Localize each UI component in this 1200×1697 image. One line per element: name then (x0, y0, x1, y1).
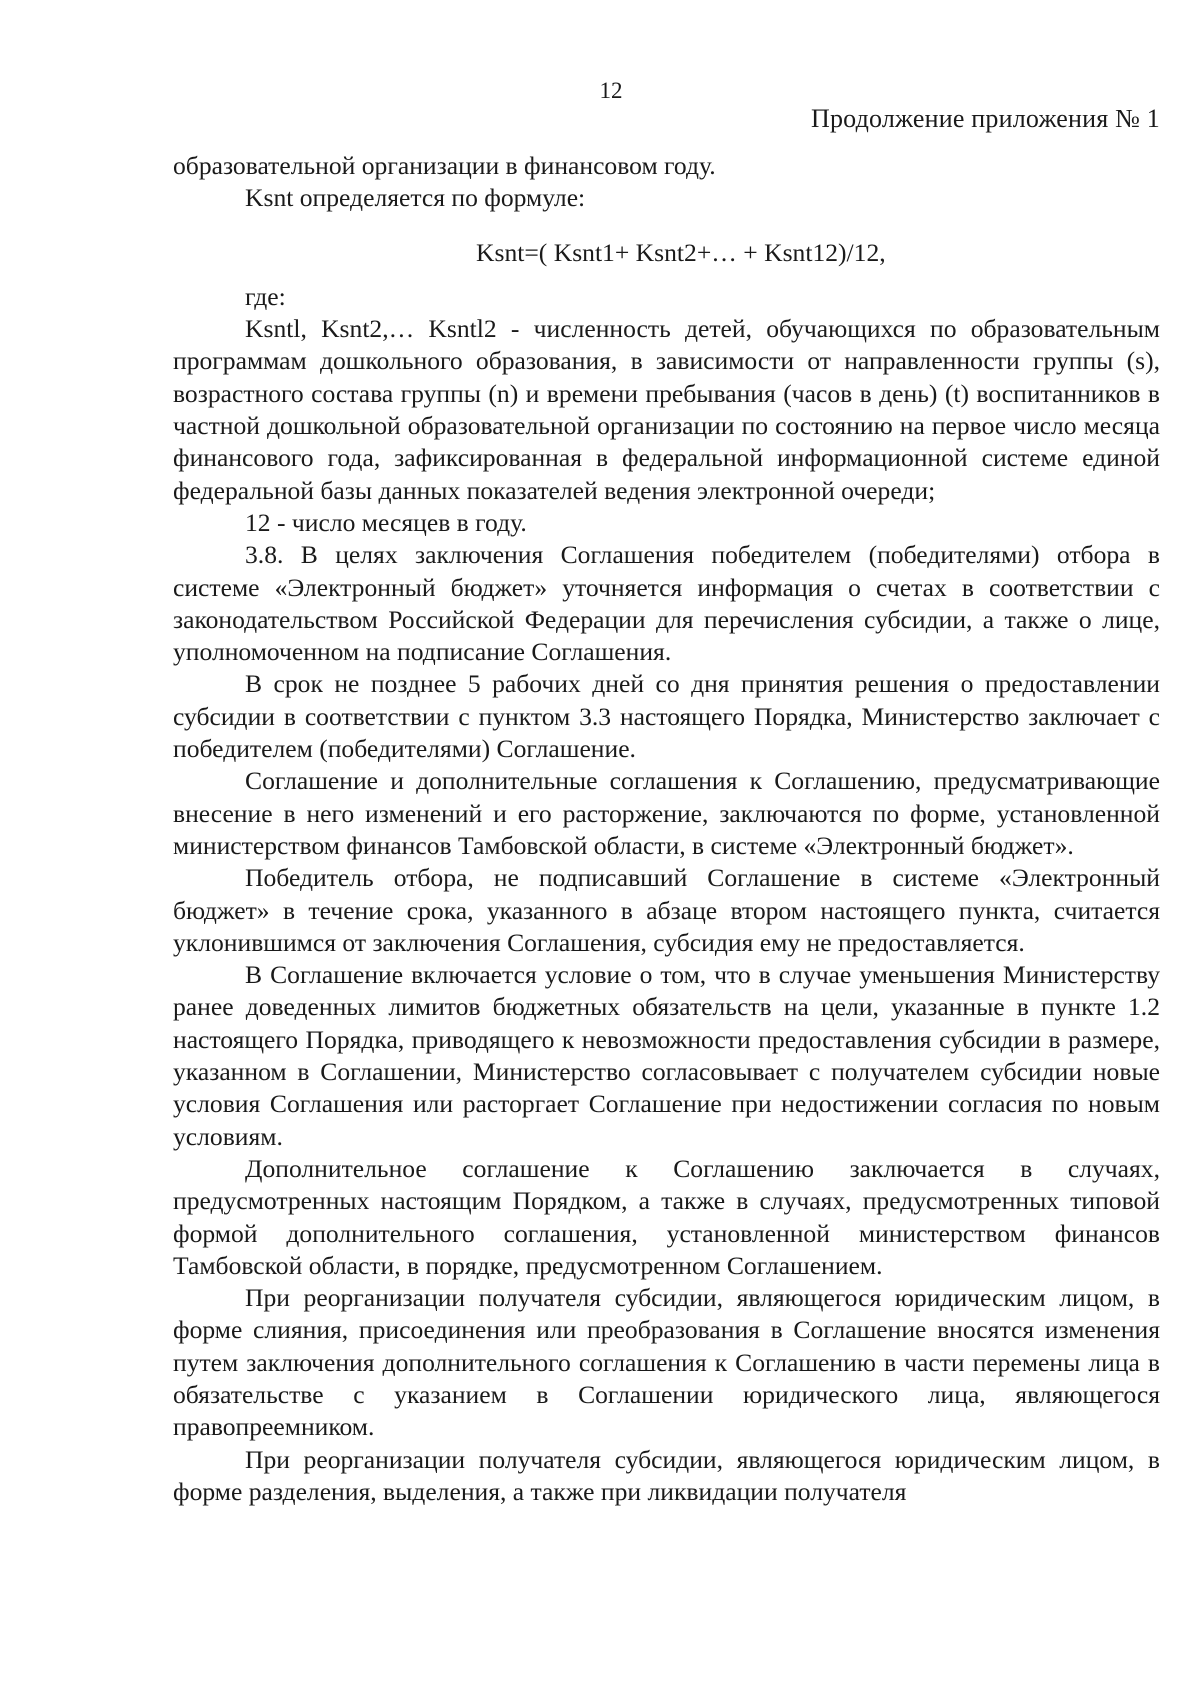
paragraph: При реорганизации получателя субсидии, являющегося юридическим лицом, в форме разделения, выделения, а также при ликвидации получателя (173, 1444, 1160, 1506)
appendix-continuation-note: Продолжение приложения № 1 (810, 104, 1160, 133)
paragraph: Победитель отбора, не подписавший Соглашение в системе «Электронный бюджет» в течение срока, указанного в абзаце втором настоящего пункта, считается уклонившимся от заключения Соглашения, субсидия ему не предоставляется. (173, 863, 1160, 957)
document-body (173, 150, 1160, 1508)
paragraph: Соглашение и дополнительные соглашения к Соглашению, предусматривающие внесение в него изменений и его расторжение, заключаются по форме, установленной министерством финансов Тамбовской области, в системе «Электронный бюджет». (173, 766, 1160, 860)
paragraph: 12 - число месяцев в году. (245, 507, 527, 537)
paragraph: Дополнительное соглашение к Соглашению заключается в случаях, предусмотренных настоящим Порядком, а также в случаях, предусмотренных типовой формой дополнительного соглашения, установленной министерством финансов Тамбовской области, в порядке, предусмотренном Соглашением. (173, 1153, 1160, 1280)
formula: Ksnt=( Ksnt1+ Ksnt2+… + Ksnt12)/12, (476, 237, 886, 267)
paragraph: 3.8. В целях заключения Соглашения победителем (победителями) отбора в системе «Электронный бюджет» уточняется информация о счетах в соответствии с законодательством Российской Федерации для перечисления субсидии, а также о лице, уполномоченном на подписание Соглашения. (173, 540, 1160, 667)
paragraph: образовательной организации в финансовом году. (173, 151, 716, 180)
paragraph: При реорганизации получателя субсидии, являющегося юридическим лицом, в форме слияния, присоединения или преобразования в Соглашение вносятся изменения путем заключения дополнительного соглашения к Соглашению в части перемены лица в обязательстве с указанием в Соглашении юридического лица, являющегося правопреемником. (173, 1283, 1160, 1442)
paragraph: Ksnt определяется по формуле: (245, 183, 586, 213)
paragraph: В срок не позднее 5 рабочих дней со дня принятия решения о предоставлении субсидии в соответствии с пунктом 3.3 настоящего Порядка, Министерство заключает с победителем (победителями) Соглашение. (173, 669, 1160, 764)
paragraph: где: (245, 281, 286, 311)
page-number: 12 (599, 78, 623, 103)
paragraph: В Соглашение включается условие о том, что в случае уменьшения Министерству ранее доведенных лимитов бюджетных обязательств на цели, указанные в пункте 1.2 настоящего Порядка, приводящего к невозможности предоставления субсидии в размере, указанном в Соглашении, Министерство согласовывает с получателем субсидии новые условия Соглашения или расторгает Соглашение при недостижении согласия по новым условиям. (173, 960, 1160, 1151)
paragraph: Ksntl, Ksnt2,… Ksntl2 - численность детей, обучающихся по образовательным программам дошкольного образования, в зависимости от направленности группы (s), возрастного состава группы (n) и времени пребывания (часов в день) (t) воспитанников в частной дошкольной образовательной организации по состоянию на первое число месяца финансового года, зафиксированная в федеральной информационной системе единой федеральной базы данных показателей ведения электронной очереди; (173, 314, 1160, 505)
